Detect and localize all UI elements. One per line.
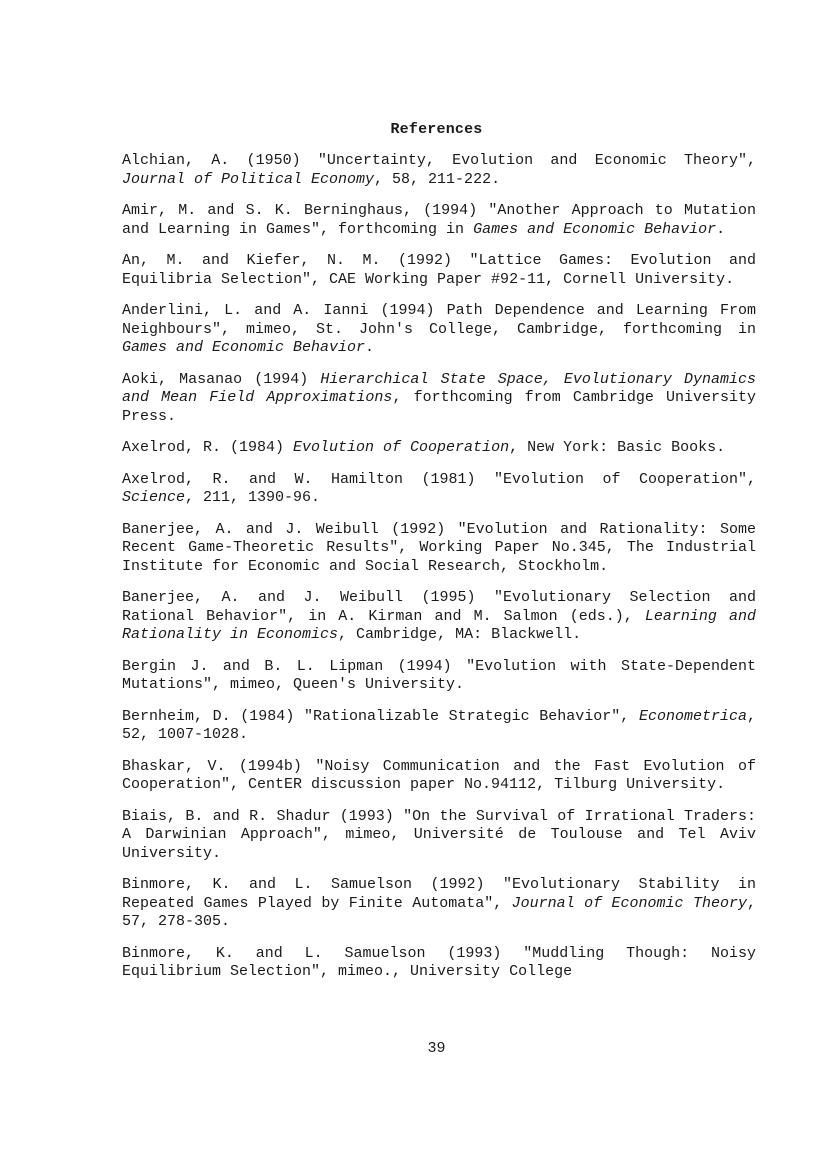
reference-entry [122,471,756,508]
reference-list [122,152,756,995]
reference-text: , forthcoming from Cambridge University Press. [122,389,757,425]
reference-entry [122,521,756,577]
reference-entry [122,876,756,932]
reference-italic-title: Evolution of Cooperation [293,439,510,456]
reference-text: , 57, 278-305. [122,894,756,930]
reference-text: , Cambridge, MA: Blackwell. [338,626,582,643]
reference-entry [122,708,756,745]
reference-text: Bergin J. and B. L. Lipman (1994) "Evolution with State-Dependent Mutations", mimeo, Queen's University. [122,657,756,693]
reference-entry [122,202,756,239]
reference-italic-title: Hierarchical State Space, Evolutionary Dynamics and Mean Field Approximations [122,370,756,406]
reference-text: , New York: Basic Books. [509,439,726,456]
reference-text: Banerjee, A. and J. Weibull (1995) "Evolutionary Selection and Rational Behavior", in A. Kirman and M. Salmon (eds.), [122,589,756,625]
reference-text: Amir, M. and S. K. Berninghaus, (1994) "Another Approach to Mutation and Learning in Games", forthcoming in [122,202,756,238]
reference-text: Banerjee, A. and J. Weibull (1992) "Evolution and Rationality: Some Recent Game-Theoretic Results", Working Paper No.345, The Industrial Institute for Economic and Social Research, Stockholm. [122,520,756,575]
reference-italic-title: Journal of Political Economy [122,170,375,188]
reference-text: Biais, B. and R. Shadur (1993) "On the Survival of Irrational Traders: A Darwinian Approach", mimeo, Université de Toulouse and Tel Aviv University. [122,807,756,862]
reference-text: . [716,220,726,238]
reference-entry [122,658,756,695]
reference-text: , 58, 211-222. [374,170,501,188]
reference-text: Anderlini, L. and A. Ianni (1994) Path Dependence and Learning From Neighbours", mimeo, St. John's College, Cambridge, forthcoming in [122,302,756,338]
reference-entry [122,758,756,795]
page-number: 39 [427,1040,446,1057]
reference-text: Alchian, A. (1950) "Uncertainty, Evolution and Economic Theory", [122,152,756,169]
reference-text: , 211, 1390-96. [185,489,321,506]
reference-italic-title: Journal of Economic Theory [511,894,747,912]
reference-entry [122,439,756,458]
page-title: References [390,121,483,138]
reference-text: , 52, 1007-1028. [122,707,756,743]
reference-text: Binmore, K. and L. Samuelson (1993) "Muddling Though: Noisy Equilibrium Selection", mimeo., University College [122,944,756,980]
reference-entry [122,302,756,358]
reference-text: Binmore, K. and L. Samuelson (1992) "Evolutionary Stability in Repeated Games Played by Finite Automata", [122,876,756,912]
reference-text: . [365,339,375,356]
reference-entry [122,589,756,645]
reference-italic-title: Games and Economic Behavior [473,220,717,238]
reference-italic-title: Games and Economic Behavior [122,339,366,356]
reference-text: An, M. and Kiefer, N. M. (1992) "Lattice Games: Evolution and Equilibria Selection", CAE Working Paper #92-11, Cornell University. [122,252,756,288]
reference-entry [122,252,756,289]
reference-text: Aoki, Masanao (1994) [122,370,321,388]
reference-italic-title: Econometrica [638,707,747,725]
reference-italic-title: Learning and Rationality in Economics [122,607,756,643]
reference-entry [122,152,756,189]
reference-text: Bernheim, D. (1984) "Rationalizable Strategic Behavior", [122,707,639,725]
reference-entry [122,371,756,427]
reference-entry [122,808,756,864]
reference-text: Axelrod, R. (1984) [122,439,294,456]
reference-text: Axelrod, R. and W. Hamilton (1981) "Evolution of Cooperation", [122,470,756,488]
reference-text: Bhaskar, V. (1994b) "Noisy Communication and the Fast Evolution of Cooperation", CentER discussion paper No.94112, Tilburg University. [122,757,756,793]
reference-entry [122,945,756,982]
reference-italic-title: Science [122,489,186,506]
